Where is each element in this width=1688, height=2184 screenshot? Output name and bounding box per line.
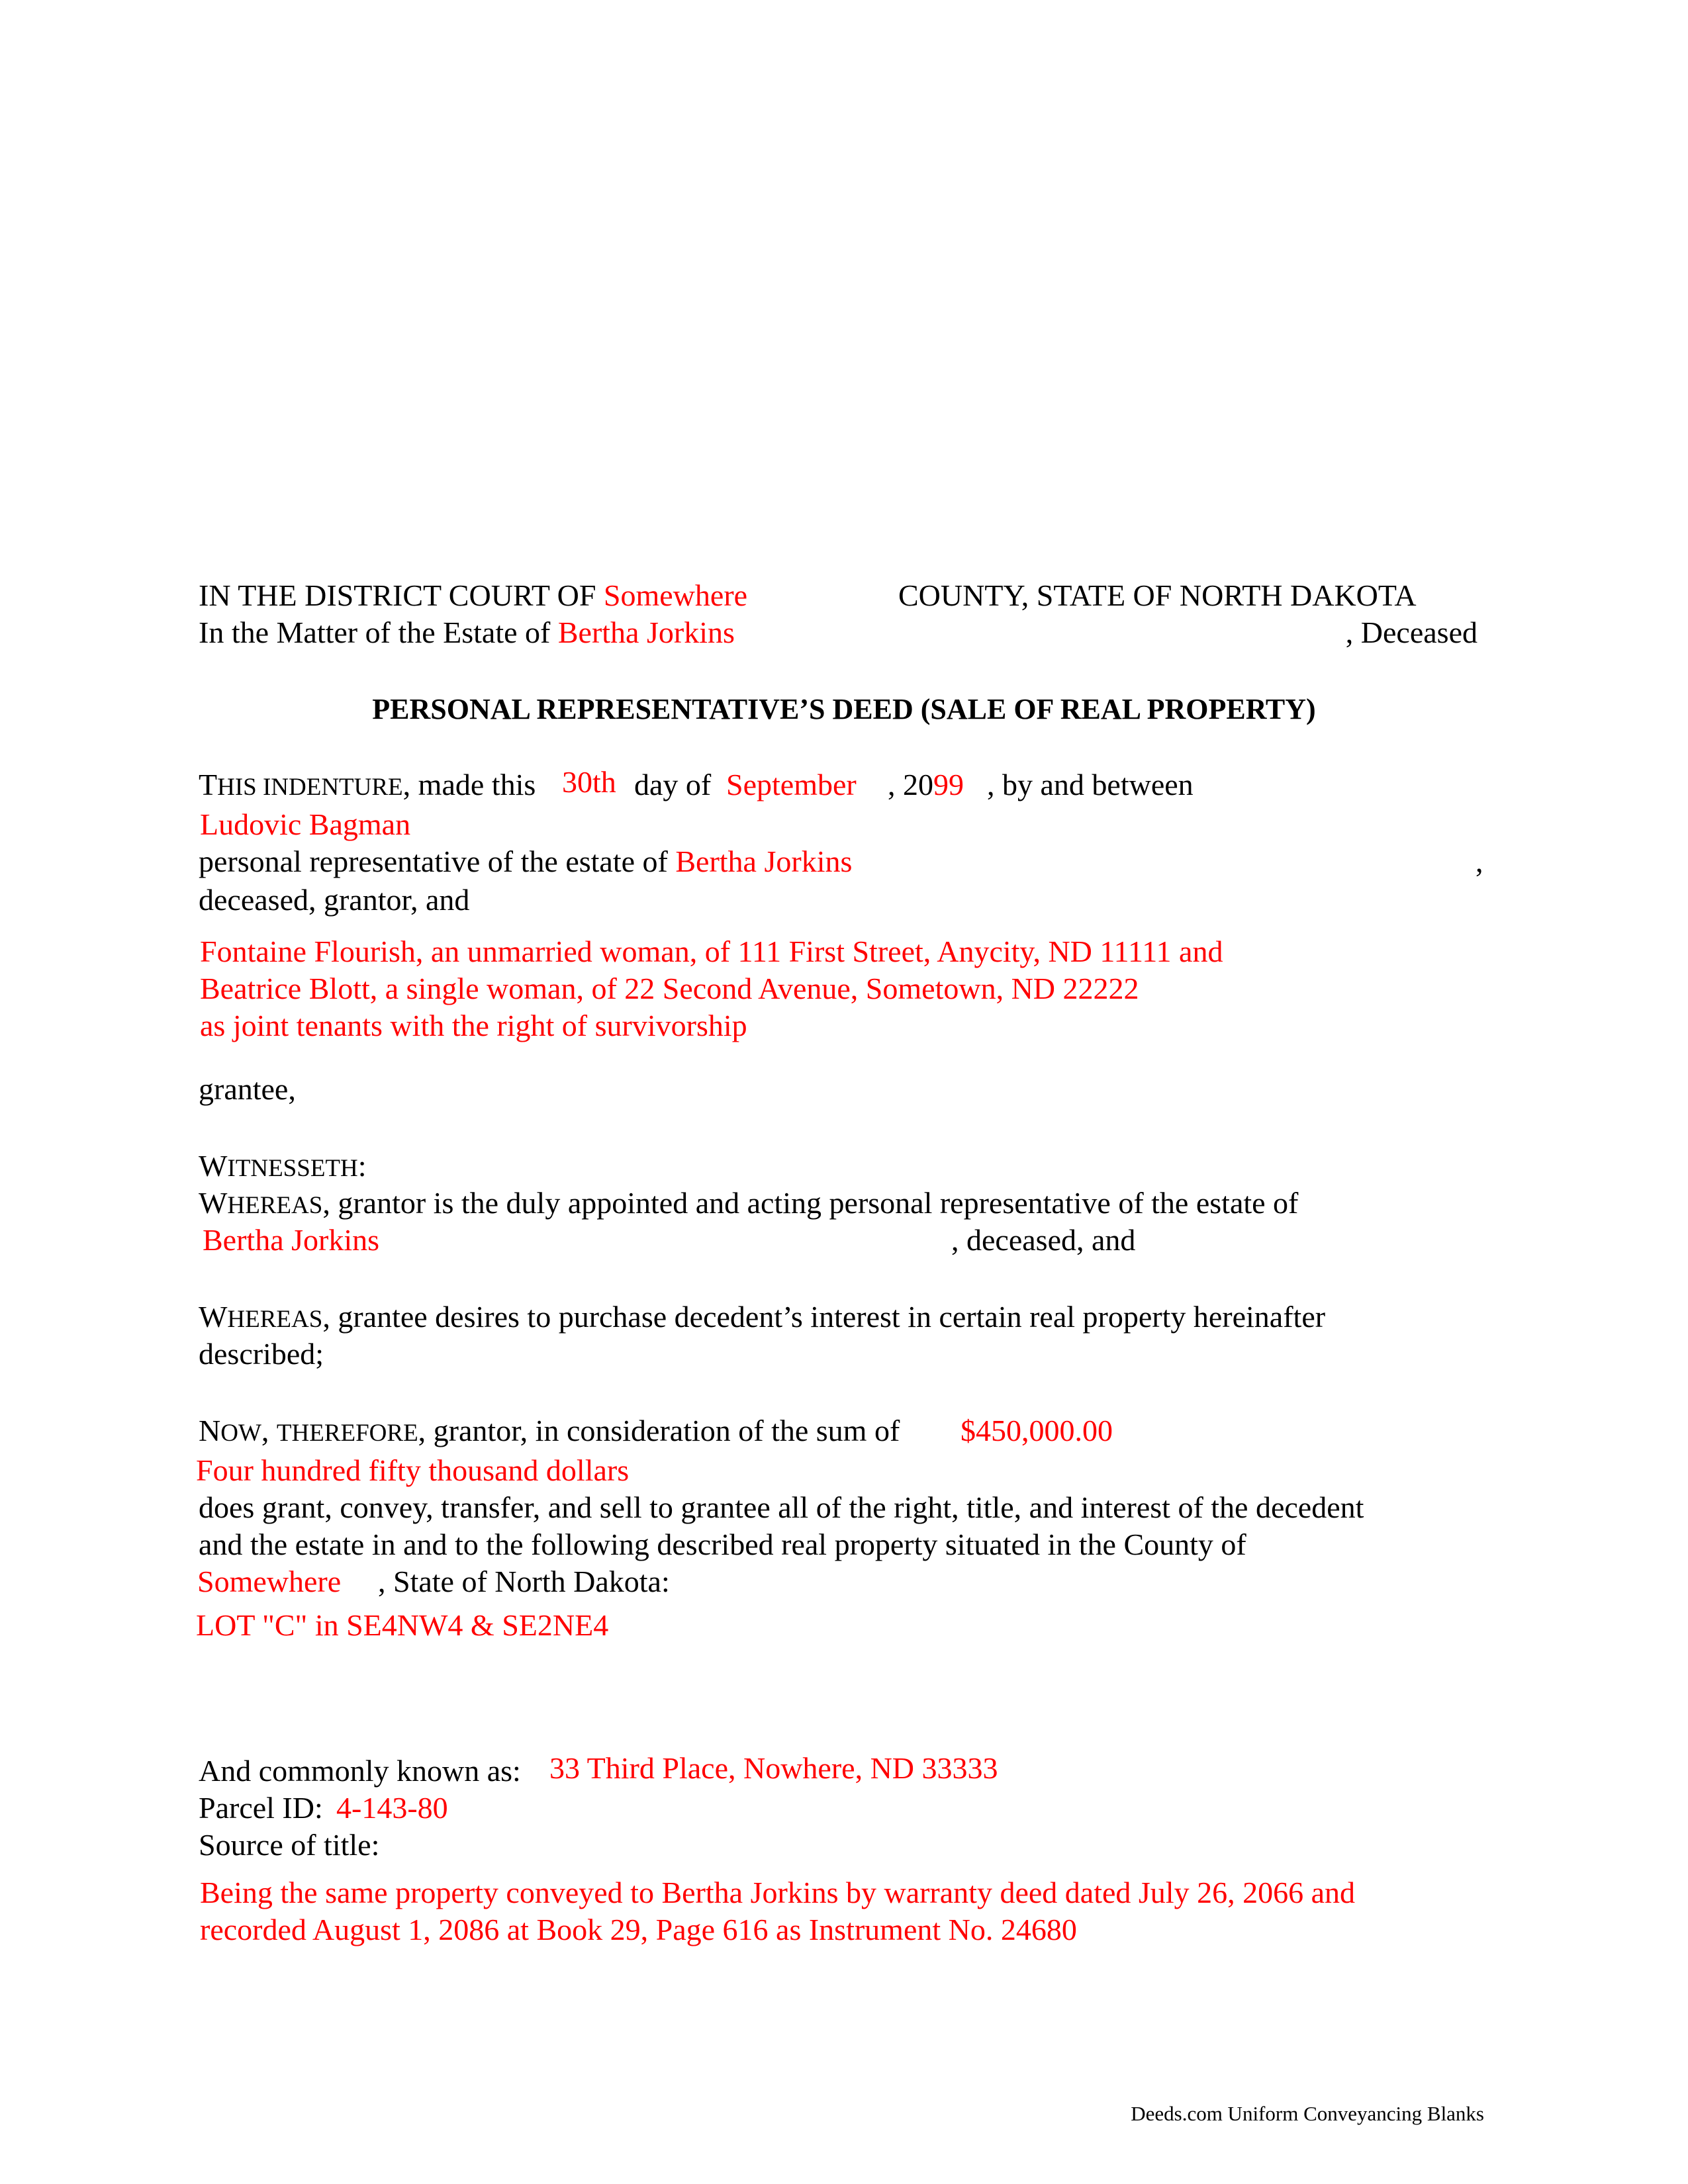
indenture-cap: T [199,768,218,801]
year-line [888,766,964,803]
by-and-between: , by and between [987,768,1194,801]
amount-fill: $450,000.00 [961,1414,1113,1447]
witnesseth-small: ITNESSETH [227,1155,358,1182]
therefore-small: THEREFORE [276,1420,418,1447]
whereas1-cap: W [199,1186,228,1220]
decedent-fill: Bertha Jorkins [557,615,735,649]
grantor-name-fill: Ludovic Bagman [200,807,411,841]
source-of-title-line-2: recorded August 1, 2086 at Book 29, Page 616 as Instrument No. 24680 [200,1913,1077,1946]
indenture-line [199,766,536,806]
witnesseth [199,1148,367,1187]
grant-line-2: and the estate in and to the following described real property situated in the County of [199,1527,1246,1561]
whereas1-decedent-fill: Bertha Jorkins [203,1223,380,1257]
whereas2-text: , grantee desires to purchase decedent’s interest in certain real property hereinafter [322,1300,1326,1334]
grantee-label: grantee, [199,1072,296,1106]
court-suffix: COUNTY, STATE OF NORTH DAKOTA [898,578,1417,612]
grantee-line: Fontaine Flourish, an unmarried woman, of 111 First Street, Anycity, ND 11111 and [200,934,1223,968]
source-of-title-label: Source of title: [199,1828,380,1862]
day-of: day of [634,768,712,801]
now-comma: , [261,1414,277,1447]
year-fill: 99 [933,768,964,801]
whereas1-line [199,1185,1298,1224]
deed-title: PERSONAL REPRESENTATIVE’S DEED (SALE OF REAL PROPERTY) [372,693,1316,725]
whereas2-cap: W [199,1300,228,1334]
whereas1-deceased-and: , deceased, and [951,1223,1136,1257]
whereas2-line2: described; [199,1337,324,1371]
whereas2-small: HEREAS [227,1306,323,1333]
whereas1-text: , grantor is the duly appointed and acting personal representative of the estate of [322,1186,1299,1220]
pr-of-estate: personal representative of the estate of [199,844,668,878]
parcel-fill: 4-143-80 [336,1791,448,1825]
footer-note: Deeds.com Uniform Conveyancing Blanks [1131,2102,1484,2125]
pr-decedent-fill: Bertha Jorkins [675,844,853,878]
commonly-known-fill: 33 Third Place, Nowhere, ND 33333 [549,1751,998,1785]
estate-caption-line [199,614,735,651]
parcel-label: Parcel ID: [199,1791,323,1825]
now-cap: N [199,1414,221,1447]
state-label: , State of North Dakota: [378,1565,670,1598]
estate-prefix: In the Matter of the Estate of [199,615,551,649]
grantee-line: as joint tenants with the right of survivorship [200,1009,747,1042]
deceased-grantor: deceased, grantor, and [199,883,470,917]
whereas2-line [199,1298,1325,1338]
county-fill: Somewhere [603,578,748,612]
now-therefore-line [199,1412,900,1452]
pr-estate-line [199,843,852,880]
year-prefix: , 20 [888,768,933,801]
now-small: OW [220,1420,261,1447]
now-therefore-text: , grantor, in consideration of the sum of [418,1414,900,1447]
commonly-known-label: And commonly known as: [199,1754,521,1788]
court-prefix: IN THE DISTRICT COURT OF [199,578,596,612]
witnesseth-colon: : [357,1149,367,1183]
month-fill: September [726,768,857,801]
made-this: , made this [402,768,536,801]
county-fill-2: Somewhere [197,1565,342,1598]
day-fill: 30th [562,765,616,799]
court-caption-line [199,577,747,614]
source-of-title-line-1: Being the same property conveyed to Bertha Jorkins by warranty deed dated July 26, 2066 and [200,1876,1355,1909]
amount-words-fill: Four hundred fifty thousand dollars [196,1453,630,1487]
legal-description-fill: LOT "C" in SE4NW4 & SE2NE4 [196,1608,609,1642]
grantee-line: Beatrice Blott, a single woman, of 22 Second Avenue, Sometown, ND 22222 [200,972,1139,1005]
pr-comma: , [1476,844,1483,878]
indenture-small: HIS INDENTURE [217,774,403,801]
grant-line-1: does grant, convey, transfer, and sell to grantee all of the right, title, and interest of the decedent [199,1490,1364,1524]
witnesseth-cap: W [199,1149,228,1183]
deceased-suffix: , Deceased [1345,615,1477,649]
whereas1-small: HEREAS [227,1192,323,1219]
